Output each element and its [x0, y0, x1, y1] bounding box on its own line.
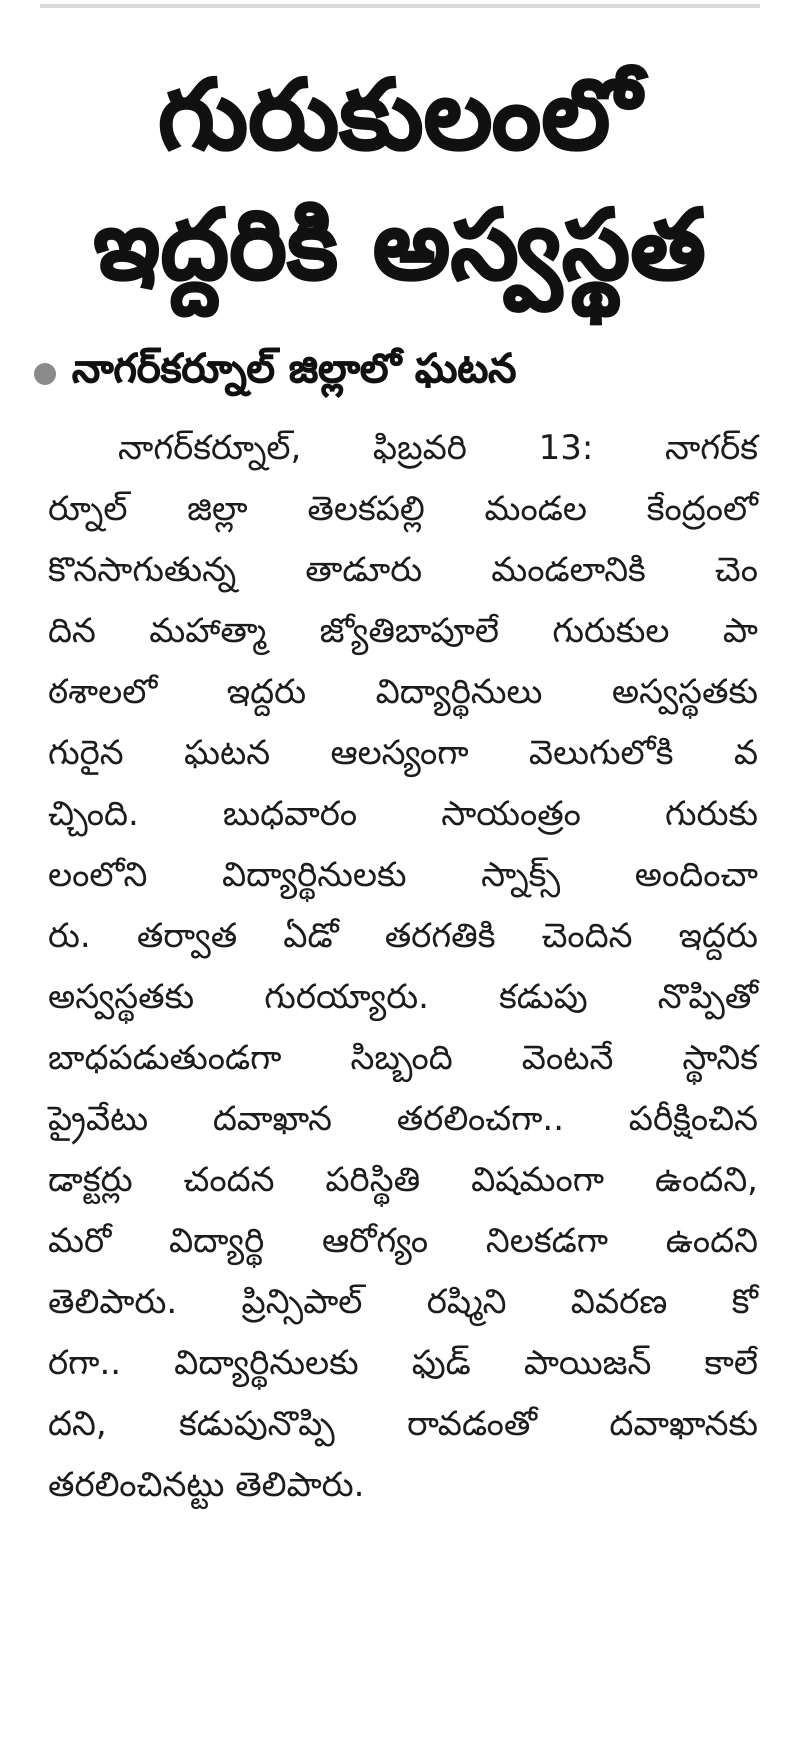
body-line: ఠశాలలో ఇద్దరు విద్యార్థినులు అస్వస్థతకు	[48, 672, 758, 712]
body-line: కొనసాగుతున్న తాడూరు మండలానికి చెం	[48, 550, 758, 590]
bullet-icon	[34, 363, 56, 385]
subheading	[34, 344, 774, 404]
headline-line: ఇద్దరికి అస్వస్థత	[93, 189, 707, 301]
body-line: ర్నూల్ జిల్లా తెలకపల్లి మండల కేంద్రంలో	[48, 489, 758, 529]
body-line: డాక్టర్లు చందన పరిస్థితి విషమంగా ఉందని,	[48, 1160, 758, 1200]
article-body	[48, 418, 758, 1516]
body-line: మరో విద్యార్థి ఆరోగ్యం నిలకడగా ఉందని	[48, 1221, 758, 1261]
body-line: ప్రైవేటు దవాఖాన తరలించగా.. పరీక్షించిన	[48, 1099, 758, 1139]
body-line: తరలించినట్టు తెలిపారు.	[48, 1465, 365, 1505]
body-line: రగా.. విద్యార్థినులకు ఫుడ్ పాయిజన్ కాలే	[48, 1343, 758, 1383]
body-line: బాధపడుతుండగా సిబ్బంది వెంటనే స్థానిక	[48, 1038, 758, 1078]
body-line: చ్చింది. బుధవారం సాయంత్రం గురుకు	[48, 794, 758, 834]
body-line: గురైన ఘటన ఆలస్యంగా వెలుగులోకి వ	[48, 733, 758, 773]
body-line: దని, కడుపునొప్పి రావడంతో దవాఖానకు	[48, 1404, 758, 1444]
body-line: లంలోని విద్యార్థినులకు స్నాక్స్ అందించా	[48, 855, 758, 895]
headline-line: గురుకులంలో	[158, 59, 642, 171]
top-divider	[40, 4, 760, 8]
body-line: తెలిపారు. ప్రిన్సిపాల్ రష్మిని వివరణ కో	[48, 1282, 758, 1322]
subheading-text: నాగర్‌కర్నూల్ జిల్లాలో ఘటన	[72, 346, 517, 392]
body-line: రు. తర్వాత ఏడో తరగతికి చెందిన ఇద్దరు	[48, 916, 758, 956]
body-line: అస్వస్థతకు గురయ్యారు. కడుపు నొప్పితో	[48, 977, 758, 1017]
body-line: నాగర్‌కర్నూల్, ఫిబ్రవరి 13: నాగర్‌క	[118, 428, 758, 468]
body-line: దిన మహాత్మా జ్యోతిబాపూలే గురుకుల పా	[48, 611, 758, 651]
headline	[30, 50, 770, 310]
